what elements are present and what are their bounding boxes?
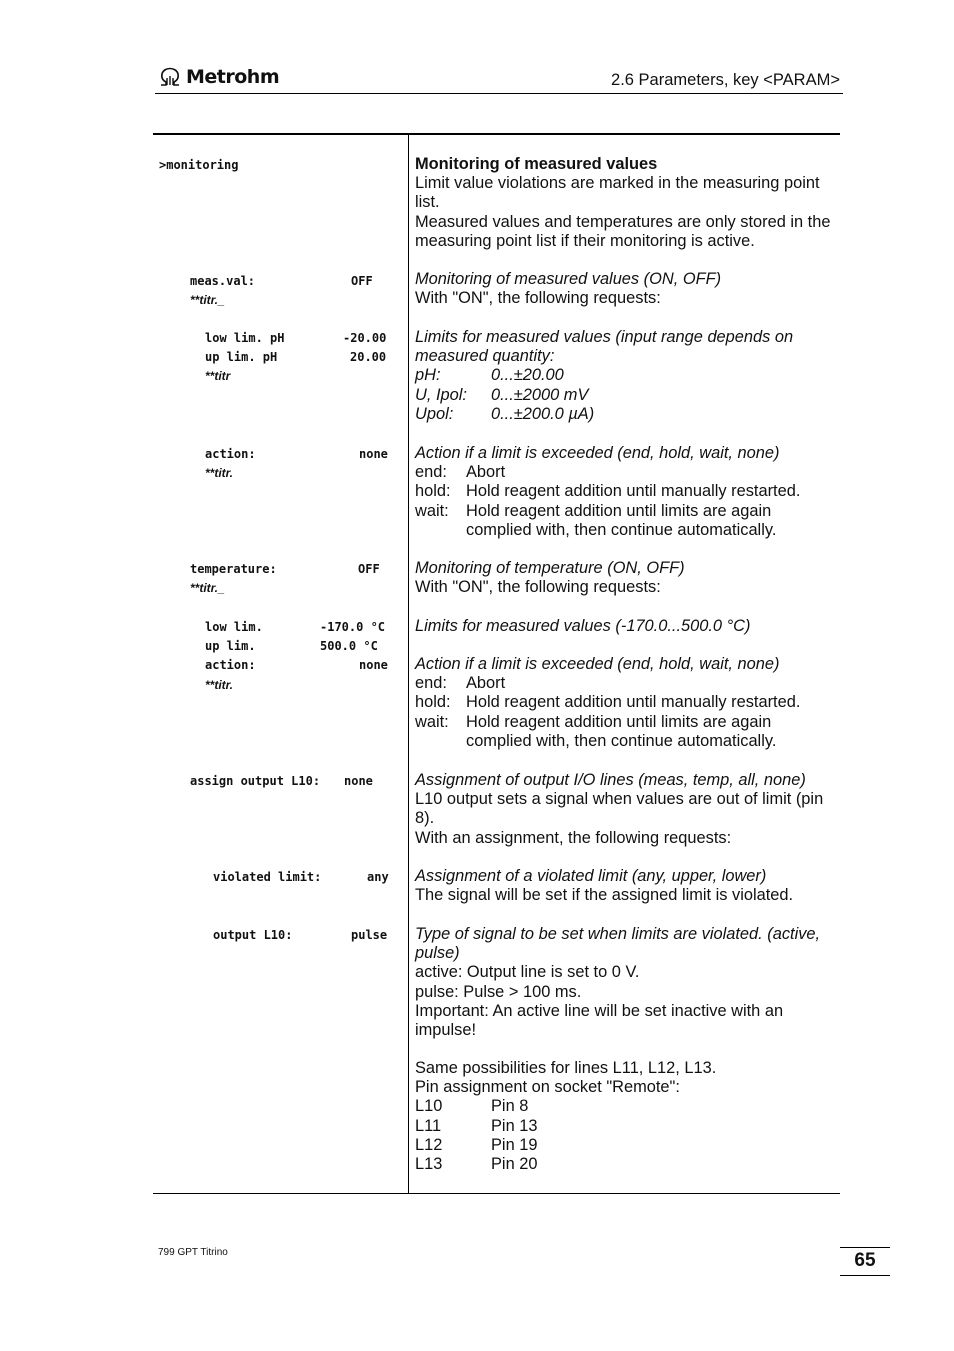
- product-name: 799 GPT Titrino: [158, 1247, 228, 1258]
- desc-output-signal: [415, 925, 840, 1040]
- lcd-titr: **titr: [205, 369, 231, 383]
- lcd-action-label: action:: [205, 658, 256, 672]
- desc-title: Action if a limit is exceeded (end, hold, wait, none): [415, 444, 780, 462]
- header-rule: [155, 93, 843, 94]
- desc-text: active: Output line is set to 0 V.: [415, 963, 640, 982]
- desc-text: With "ON", the following requests:: [415, 289, 661, 308]
- pin-row: L10 Pin 8: [415, 1097, 529, 1116]
- option-row: wait: Hold reagent addition until limits are again complied with, then continue automatically.: [415, 712, 777, 750]
- lcd-temperature-label: temperature:: [190, 562, 277, 576]
- desc-title: Action if a limit is exceeded (end, hold, wait, none): [415, 655, 780, 673]
- lcd-meas-val-label: meas.val:: [190, 274, 256, 288]
- lcd-up-lim-label: up lim.: [205, 639, 256, 653]
- lcd-low-lim-value: -170.0 °C: [320, 620, 386, 634]
- range-row: pH: 0...±20.00: [415, 366, 564, 385]
- pin-row: L11 Pin 13: [415, 1116, 538, 1135]
- lcd-up-lim-ph-value: 20.00: [350, 350, 387, 364]
- section-title: 2.6 Parameters, key <PARAM>: [611, 71, 840, 89]
- desc-text: pulse: Pulse > 100 ms.: [415, 982, 582, 1001]
- desc-title: Monitoring of measured values: [415, 155, 658, 173]
- desc-title: Type of signal to be set when limits are violated. (active, pulse): [415, 925, 821, 963]
- lcd-output-label: output L10:: [213, 928, 293, 942]
- lcd-titr: **titr._: [190, 581, 225, 595]
- lcd-output-value: pulse: [351, 928, 388, 942]
- page-number-rule: [840, 1247, 890, 1248]
- pin-row: L13 Pin 20: [415, 1155, 538, 1174]
- column-divider: [408, 134, 409, 1193]
- desc-text: Limit value violations are marked in the measuring point list.: [415, 174, 820, 212]
- lcd-action-value: none: [359, 447, 388, 461]
- desc-violated-limit: [415, 867, 840, 905]
- desc-monitoring: [415, 155, 840, 251]
- page-number: 65: [854, 1250, 876, 1271]
- desc-meas-val: [415, 270, 840, 308]
- option-row: end: Abort: [415, 674, 506, 693]
- lcd-low-lim-ph-label: low lim. pH: [205, 331, 285, 345]
- desc-limits: [415, 328, 840, 424]
- desc-text: Important: An active line will be set inactive with an impulse!: [415, 1001, 784, 1040]
- desc-temperature: [415, 559, 840, 597]
- desc-title: Limits for measured values (input range depends on measured quantity:: [415, 328, 794, 366]
- desc-temp-action: [415, 655, 840, 751]
- desc-text: L10 output sets a signal when values are out of limit (pin 8).: [415, 790, 824, 828]
- desc-pin-assignment: [415, 1059, 840, 1174]
- lcd-assign-label: assign output L10:: [190, 774, 321, 788]
- lcd-assign-value: none: [344, 774, 373, 788]
- lcd-monitoring: >monitoring: [159, 158, 239, 172]
- desc-title: Assignment of a violated limit (any, upper, lower): [415, 867, 767, 885]
- lcd-meas-val-value: OFF: [351, 274, 373, 288]
- desc-title: Assignment of output I/O lines (meas, temp, all, none): [415, 771, 806, 789]
- lcd-temperature-value: OFF: [358, 562, 380, 576]
- lcd-low-lim-label: low lim.: [205, 620, 263, 634]
- lcd-up-lim-ph-label: up lim. pH: [205, 350, 278, 364]
- page-number-rule: [840, 1275, 890, 1276]
- desc-text: Measured values and temperatures are only stored in the measuring point list if their monitoring is active.: [415, 212, 831, 250]
- lcd-titr: **titr.: [205, 466, 234, 480]
- desc-text: Pin assignment on socket "Remote":: [415, 1078, 680, 1097]
- option-row: hold: Hold reagent addition until manually restarted.: [415, 482, 801, 501]
- logo-text: Metrohm: [186, 66, 280, 88]
- lcd-violated-value: any: [367, 870, 389, 884]
- lcd-violated-label: violated limit:: [213, 870, 322, 884]
- lcd-titr: **titr.: [205, 678, 234, 692]
- table-bottom-rule: [153, 1193, 840, 1194]
- desc-title: Monitoring of temperature (ON, OFF): [415, 559, 685, 577]
- option-row: hold: Hold reagent addition until manually restarted.: [415, 693, 801, 712]
- desc-text: The signal will be set if the assigned limit is violated.: [415, 886, 794, 905]
- desc-assign-output: [415, 771, 840, 848]
- pin-row: L12 Pin 19: [415, 1135, 538, 1154]
- lcd-action-value: none: [359, 658, 388, 672]
- range-row: Upol: 0...±200.0 µA): [415, 404, 595, 423]
- desc-title: Monitoring of measured values (ON, OFF): [415, 270, 722, 288]
- desc-action: [415, 444, 840, 540]
- option-row: end: Abort: [415, 463, 506, 482]
- desc-text: With "ON", the following requests:: [415, 578, 661, 597]
- lcd-titr: **titr._: [190, 293, 225, 307]
- lcd-up-lim-value: 500.0 °C: [320, 639, 378, 653]
- lcd-action-label: action:: [205, 447, 256, 461]
- desc-text: With an assignment, the following requests:: [415, 828, 732, 847]
- metrohm-logo: [158, 66, 279, 88]
- table-top-rule: [153, 133, 840, 135]
- omega-logo-icon: [158, 67, 182, 87]
- desc-temp-limits: [415, 617, 840, 636]
- desc-title: Limits for measured values (-170.0...500.0 °C): [415, 617, 751, 635]
- option-row: wait: Hold reagent addition until limits are again complied with, then continue automatically.: [415, 501, 777, 539]
- desc-text: Same possibilities for lines L11, L12, L13.: [415, 1059, 717, 1077]
- range-row: U, Ipol: 0...±2000 mV: [415, 385, 589, 404]
- lcd-low-lim-ph-value: -20.00: [343, 331, 387, 345]
